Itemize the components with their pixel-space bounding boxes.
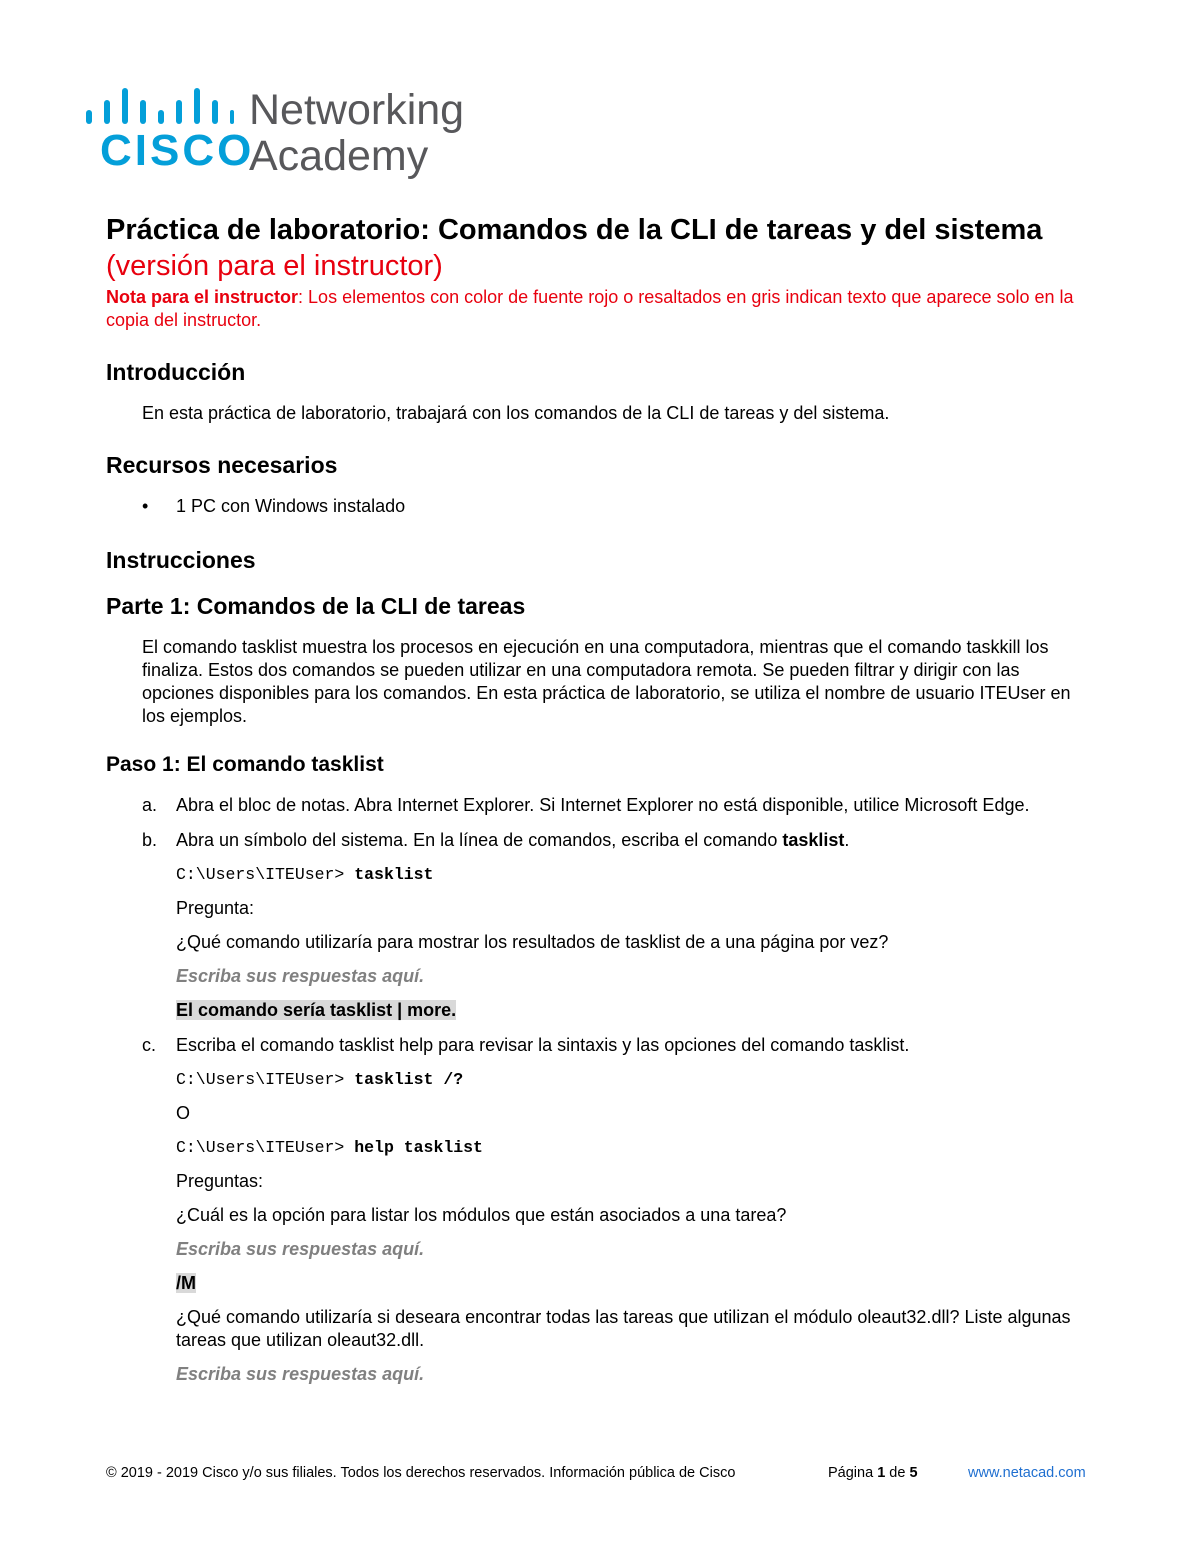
step-c	[142, 1034, 1086, 1057]
command-line	[176, 863, 1086, 886]
title-main: Práctica de laboratorio: Comandos de la CLI de tareas y del sistema	[106, 214, 1043, 246]
question-label: Pregunta:	[176, 898, 255, 918]
step-b	[142, 829, 1086, 852]
command-prompt: C:\Users\ITEUser>	[176, 1138, 355, 1157]
logo-line-networking: Networking	[249, 86, 465, 134]
step-c-mark: c.	[142, 1035, 157, 1055]
step-c-text: Escriba el comando tasklist help para revisar la sintaxis y las opciones del comando tasklist.	[176, 1035, 910, 1055]
page-title	[106, 212, 1086, 284]
answer-placeholder: Escriba sus respuestas aquí.	[176, 1239, 425, 1259]
answer-placeholder: Escriba sus respuestas aquí.	[176, 966, 425, 986]
step-b-mark: b.	[142, 830, 158, 850]
resource-item: 1 PC con Windows instalado	[176, 496, 406, 516]
logo-line-academy: Academy	[249, 132, 429, 180]
footer-copyright: © 2019 - 2019 Cisco y/o sus filiales. Todos los derechos reservados. Información pública de Cisco	[106, 1465, 736, 1481]
instructor-answer-text: El comando sería tasklist | more.	[176, 1000, 457, 1020]
page-total: 5	[909, 1465, 918, 1481]
page-prefix: Página	[828, 1465, 878, 1481]
command-text: help tasklist	[354, 1138, 483, 1157]
instructor-note	[106, 286, 1086, 332]
cisco-networking-academy-logo	[84, 86, 484, 186]
step-b-end: .	[844, 830, 850, 850]
instructor-answer-text: /M	[176, 1273, 196, 1293]
instructor-answer	[176, 999, 1086, 1022]
command-text: tasklist /?	[354, 1070, 464, 1089]
question-text: ¿Qué comando utilizaría si deseara encontrar todas las tareas que utilizan el módulo oleaut32.dll? Liste algunas tareas que utilizan oleaut32.dll.	[176, 1307, 1071, 1350]
list-item	[142, 495, 1086, 518]
cisco-wordmark: CISCO	[100, 126, 255, 175]
part1-text: El comando tasklist muestra los procesos en ejecución en una computadora, mientras que el comando taskkill los finaliza. Estos dos comandos se pueden utilizar en una computadora remota. Se pueden filtrar y dirigir con las opciones disponibles para los comandos. En esta práctica de laboratorio, se utiliza el nombre de usuario ITEUser en los ejemplos.	[142, 637, 1071, 726]
step-b-cmd: tasklist	[782, 830, 845, 850]
answer-placeholder: Escriba sus respuestas aquí.	[176, 1364, 425, 1384]
heading-parte-1: Parte 1: Comandos de la CLI de tareas	[106, 593, 526, 619]
question-label: Preguntas:	[176, 1171, 264, 1191]
heading-recursos: Recursos necesarios	[106, 452, 338, 478]
step-a-text: Abra el bloc de notas. Abra Internet Explorer. Si Internet Explorer no está disponible, utilice Microsoft Edge.	[176, 795, 1030, 815]
step-a	[142, 794, 1086, 817]
intro-text: En esta práctica de laboratorio, trabajará con los comandos de la CLI de tareas y del sistema.	[142, 403, 890, 423]
footer-page-number	[828, 1464, 918, 1482]
heading-instrucciones: Instrucciones	[106, 547, 256, 573]
command-text: tasklist	[354, 865, 434, 884]
page-current: 1	[877, 1465, 886, 1481]
heading-introduccion: Introducción	[106, 359, 246, 385]
step-b-text: Abra un símbolo del sistema. En la línea de comandos, escriba el comando	[176, 830, 783, 850]
instructor-note-label: Nota para el instructor	[106, 287, 299, 307]
command-line	[176, 1136, 1086, 1159]
instructor-note-text: : Los elementos con color de fuente rojo o resaltados en gris indican texto que aparece solo en la copia del instructor.	[106, 287, 1074, 330]
footer-link[interactable]: www.netacad.com	[968, 1465, 1086, 1481]
step-a-mark: a.	[142, 795, 158, 815]
command-prompt: C:\Users\ITEUser>	[176, 1070, 355, 1089]
command-line	[176, 1068, 1086, 1091]
document-body	[106, 212, 1086, 1386]
command-prompt: C:\Users\ITEUser>	[176, 865, 355, 884]
title-suffix: (versión para el instructor)	[106, 250, 443, 282]
question-text: ¿Cuál es la opción para listar los módulos que están asociados a una tarea?	[176, 1205, 787, 1225]
question-text: ¿Qué comando utilizaría para mostrar los resultados de tasklist de a una página por vez?	[176, 932, 889, 952]
heading-paso-1: Paso 1: El comando tasklist	[106, 753, 384, 776]
bullet-icon: •	[142, 496, 149, 516]
instructor-answer	[176, 1272, 1086, 1295]
page-mid: de	[885, 1465, 910, 1481]
or-text: O	[176, 1103, 191, 1123]
